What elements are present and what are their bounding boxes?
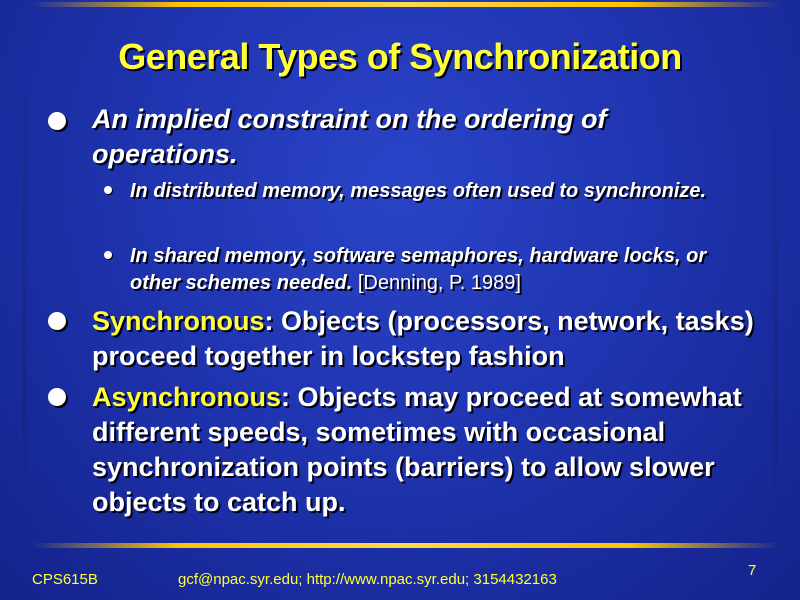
right-decor-line [773,90,778,530]
bullet-dot-icon [48,112,66,130]
shared-memory-text: In shared memory, software semaphores, hardware locks, or other schemes needed. [130,245,707,294]
bottom-rule [30,543,780,548]
citation: [Denning, P. 1989] [357,272,521,294]
sub-bullet-distributed-memory: In distributed memory, messages often used to synchronize. [130,180,707,202]
slide-title: General Types of Synchronization [118,36,682,77]
sub-bullet-dot-icon [104,251,112,259]
bullet-dot-icon [48,312,66,330]
bullet-synchronous [92,304,772,374]
bullet-asynchronous [92,380,752,520]
bullet-dot-icon [48,388,66,406]
asynchronous-description: : Objects may proceed at somewhat different speeds, sometimes with occasional synchronization points (barriers) to allow slower objects to catch up. [92,382,742,517]
left-decor-line [22,60,27,500]
synchronous-keyword: Synchronous [92,306,265,336]
contact-info: gcf@npac.syr.edu; http://www.npac.syr.edu; 3154432163 [178,571,557,588]
sub-bullet-dot-icon [104,186,112,194]
asynchronous-keyword: Asynchronous [92,382,282,412]
top-rule [30,2,780,7]
sub-bullet-shared-memory [130,243,740,297]
bullet-ordering-constraint: An implied constraint on the ordering of operations. [92,104,607,169]
synchronous-description: : Objects (processors, network, tasks) proceed together in lockstep fashion [92,306,754,371]
course-label: CPS615B [32,571,98,588]
page-number: 7 [748,562,757,579]
